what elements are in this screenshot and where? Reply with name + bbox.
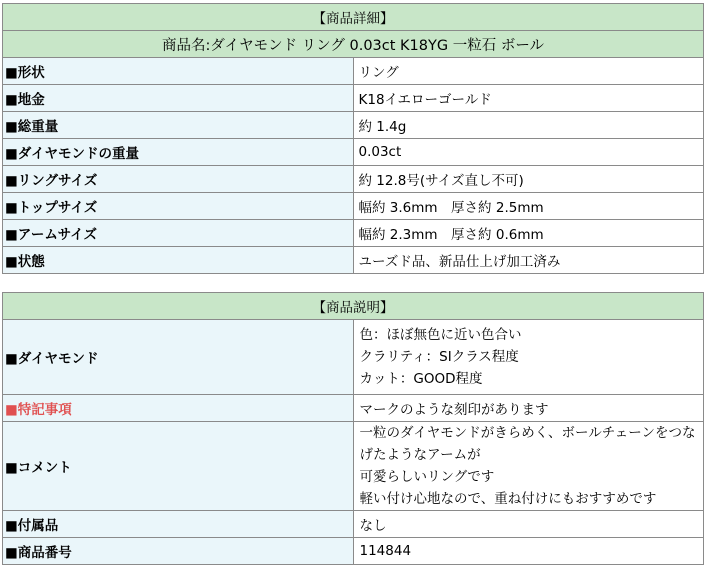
product-details-table [2, 3, 704, 274]
diamond-color-line: 色：ほぼ無色に近い色合い [359, 327, 522, 343]
diamond-weight-label: ■ダイヤモンドの重量 [3, 139, 354, 166]
special-notes-value: マークのような刻印があります [353, 395, 704, 422]
comment-line-3: 軽い付け心地なので、重ね付けにもおすすめです [359, 491, 657, 507]
comment-line-2: 可愛らしいリングです [359, 469, 495, 485]
top-size-value: 幅約 3.6mm 厚さ約 2.5mm [353, 193, 704, 220]
shape-label: ■形状 [3, 58, 354, 85]
total-weight-label: ■総重量 [3, 112, 354, 139]
metal-label: ■地金 [3, 85, 354, 112]
diamond-label: ■ダイヤモンド [3, 320, 354, 395]
diamond-weight-value: 0.03ct [353, 139, 704, 166]
comment-text [353, 422, 704, 511]
diamond-cut-line: カット：GOOD程度 [359, 371, 483, 387]
accessories-value: なし [353, 511, 704, 538]
ring-size-value: 約 12.8号(サイズ直し不可) [353, 166, 704, 193]
condition-label: ■状態 [3, 247, 354, 274]
product-number-value: 114844 [353, 538, 704, 565]
shape-value: リング [353, 58, 704, 85]
special-notes-label: ■特記事項 [3, 395, 354, 422]
details-header: 【商品詳細】 [3, 4, 704, 31]
condition-value: ユーズド品、新品仕上げ加工済み [353, 247, 704, 274]
total-weight-value: 約 1.4g [353, 112, 704, 139]
comment-label: ■コメント [3, 422, 354, 511]
comment-line-1: 一粒のダイヤモンドがきらめく、ボールチェーンをつなげたようなアームが [359, 425, 696, 463]
metal-value: K18イエローゴールド [353, 85, 704, 112]
product-title: 商品名:ダイヤモンド リング 0.03ct K18YG 一粒石 ボール [3, 31, 704, 58]
description-header: 【商品説明】 [3, 293, 704, 320]
accessories-label: ■付属品 [3, 511, 354, 538]
ring-size-label: ■リングサイズ [3, 166, 354, 193]
arm-size-value: 幅約 2.3mm 厚さ約 0.6mm [353, 220, 704, 247]
product-number-label: ■商品番号 [3, 538, 354, 565]
top-size-label: ■トップサイズ [3, 193, 354, 220]
diamond-clarity-line: クラリティ：SIクラス程度 [359, 349, 519, 365]
diamond-details [353, 320, 704, 395]
product-description-table [2, 292, 704, 565]
arm-size-label: ■アームサイズ [3, 220, 354, 247]
